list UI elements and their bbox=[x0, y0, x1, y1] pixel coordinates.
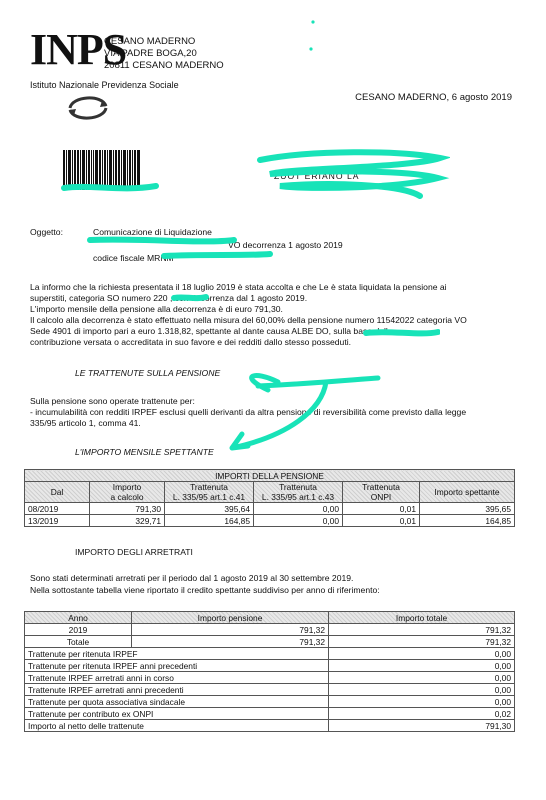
cell-importo-pensione: 791,32 bbox=[132, 624, 329, 636]
cell-importo-pensione: 791,32 bbox=[132, 636, 329, 648]
cell-dal: 13/2019 bbox=[25, 515, 90, 527]
deduction-row bbox=[25, 672, 515, 684]
net-amount-label: Importo al netto delle trattenute bbox=[25, 720, 329, 732]
header-trattenuta-c41: Trattenuta L. 335/95 art.1 c.41 bbox=[165, 482, 254, 503]
net-amount-value: 791,30 bbox=[329, 720, 515, 732]
deduction-row bbox=[25, 684, 515, 696]
subject-line-1: Comunicazione di Liquidazione bbox=[93, 227, 212, 237]
office-line-3: 20811 CESANO MADERNO bbox=[104, 60, 224, 71]
document-date: CESANO MADERNO, 6 agosto 2019 bbox=[355, 92, 512, 103]
trattenute-intro: Sulla pensione sono operate trattenute per: bbox=[30, 396, 195, 406]
deduction-row bbox=[25, 660, 515, 672]
deduction-label: Trattenute IRPEF arretrati anni in corso bbox=[25, 672, 329, 684]
trattenute-item-line-1: - incumulabilità con redditi IRPEF esclusi quelli derivanti da altra pensione di reversibilità come previsto dalla legge bbox=[30, 407, 467, 417]
header-importo-spettante: Importo spettante bbox=[420, 482, 515, 503]
table-row bbox=[25, 636, 515, 648]
mensile-heading: L'IMPORTO MENSILE SPETTANTE bbox=[75, 447, 214, 457]
cell-trattenuta-c43: 0,00 bbox=[254, 515, 343, 527]
deduction-label: Trattenute per ritenuta IRPEF anni precedenti bbox=[25, 660, 329, 672]
office-line-2: VIA PADRE BOGA,20 bbox=[104, 48, 197, 59]
header-trattenuta-c43: Trattenuta L. 335/95 art.1 c.43 bbox=[254, 482, 343, 503]
table-header-row bbox=[25, 482, 515, 503]
table-title-row bbox=[25, 470, 515, 482]
cell-importo: 791,30 bbox=[90, 503, 165, 515]
table-row bbox=[25, 515, 515, 527]
cell-anno: Totale bbox=[25, 636, 132, 648]
deduction-value: 0,00 bbox=[329, 648, 515, 660]
cell-importo-totale: 791,32 bbox=[329, 636, 515, 648]
subject-line-3: codice fiscale MRNM bbox=[93, 253, 174, 263]
header-dal: Dal bbox=[25, 482, 90, 503]
cell-importo-spettante: 164,85 bbox=[420, 515, 515, 527]
cell-trattenuta-c41: 164,85 bbox=[165, 515, 254, 527]
deduction-label: Trattenute per contributo ex ONPI bbox=[25, 708, 329, 720]
trattenute-heading: LE TRATTENUTE SULLA PENSIONE bbox=[75, 368, 221, 378]
body-line-1: La informo che la richiesta presentata il 18 luglio 2019 è stata accolta e che Le è stata liquidata la pensione ai bbox=[30, 282, 447, 292]
table-header-row bbox=[25, 612, 515, 624]
subject-label: Oggetto: bbox=[30, 227, 63, 237]
deduction-value: 0,00 bbox=[329, 672, 515, 684]
trattenute-item-line-2: 335/95 articolo 1, comma 41. bbox=[30, 418, 141, 428]
header-trattenuta-onpi: Trattenuta ONPI bbox=[343, 482, 420, 503]
table-title: IMPORTI DELLA PENSIONE bbox=[25, 470, 515, 482]
deduction-row bbox=[25, 696, 515, 708]
cell-anno: 2019 bbox=[25, 624, 132, 636]
cell-importo-spettante: 395,65 bbox=[420, 503, 515, 515]
inps-logo: INPS bbox=[30, 25, 127, 74]
cell-dal: 08/2019 bbox=[25, 503, 90, 515]
deduction-value: 0,02 bbox=[329, 708, 515, 720]
body-line-3: L'importo mensile della pensione alla decorrenza è di euro 791,30. bbox=[30, 304, 283, 314]
inps-logo-swirl-icon bbox=[66, 92, 110, 124]
cell-trattenuta-onpi: 0,01 bbox=[343, 515, 420, 527]
recipient-redaction bbox=[250, 140, 450, 200]
arretrati-line-2: Nella sottostante tabella viene riportato il credito spettante suddiviso per anno di riferimento: bbox=[30, 585, 380, 595]
recipient-fragment: ZUOT ERIANO LA bbox=[274, 171, 360, 181]
office-line-1: CESANO MADERNO bbox=[104, 36, 196, 47]
cell-trattenuta-c41: 395,64 bbox=[165, 503, 254, 515]
header-importo-pensione: Importo pensione bbox=[132, 612, 329, 624]
header-importo: Importo a calcolo bbox=[90, 482, 165, 503]
table-row bbox=[25, 624, 515, 636]
cell-trattenuta-onpi: 0,01 bbox=[343, 503, 420, 515]
net-amount-row bbox=[25, 720, 515, 732]
stray-marks bbox=[308, 18, 320, 54]
table-row bbox=[25, 503, 515, 515]
arretrati-heading: IMPORTO DEGLI ARRETRATI bbox=[75, 547, 193, 557]
deduction-row bbox=[25, 708, 515, 720]
body-line-5: Sede 4901 di importo pari a euro 1.318,82, spettante al dante causa ALBE DO, sulla base della bbox=[30, 326, 393, 336]
inps-logo-subtitle: Istituto Nazionale Previdenza Sociale bbox=[30, 80, 179, 90]
cell-importo: 329,71 bbox=[90, 515, 165, 527]
cell-trattenuta-c43: 0,00 bbox=[254, 503, 343, 515]
deduction-label: Trattenute per ritenuta IRPEF bbox=[25, 648, 329, 660]
importi-pensione-table bbox=[24, 469, 515, 527]
deduction-value: 0,00 bbox=[329, 660, 515, 672]
deduction-row bbox=[25, 648, 515, 660]
header-importo-totale: Importo totale bbox=[329, 612, 515, 624]
body-line-6: contribuzione versata o accreditata in suo favore e dei redditi dallo stesso posseduti. bbox=[30, 337, 352, 347]
deduction-value: 0,00 bbox=[329, 696, 515, 708]
deduction-label: Trattenute IRPEF arretrati anni precedenti bbox=[25, 684, 329, 696]
cell-importo-totale: 791,32 bbox=[329, 624, 515, 636]
arretrati-table bbox=[24, 611, 515, 732]
body-line-4: Il calcolo alla decorrenza è stato effettuato nella misura del 60,00% della pensione numero 11542022 categoria VO bbox=[30, 315, 467, 325]
arretrati-line-1: Sono stati determinati arretrati per il periodo dal 1 agosto 2019 al 30 settembre 2019. bbox=[30, 573, 354, 583]
deduction-value: 0,00 bbox=[329, 684, 515, 696]
subject-line-2: VO decorrenza 1 agosto 2019 bbox=[228, 240, 343, 250]
header-anno: Anno bbox=[25, 612, 132, 624]
body-line-2: superstiti, categoria SO numero 220 , con decorrenza dal 1 agosto 2019. bbox=[30, 293, 308, 303]
deduction-label: Trattenute per quota associativa sindacale bbox=[25, 696, 329, 708]
barcode bbox=[63, 150, 145, 190]
